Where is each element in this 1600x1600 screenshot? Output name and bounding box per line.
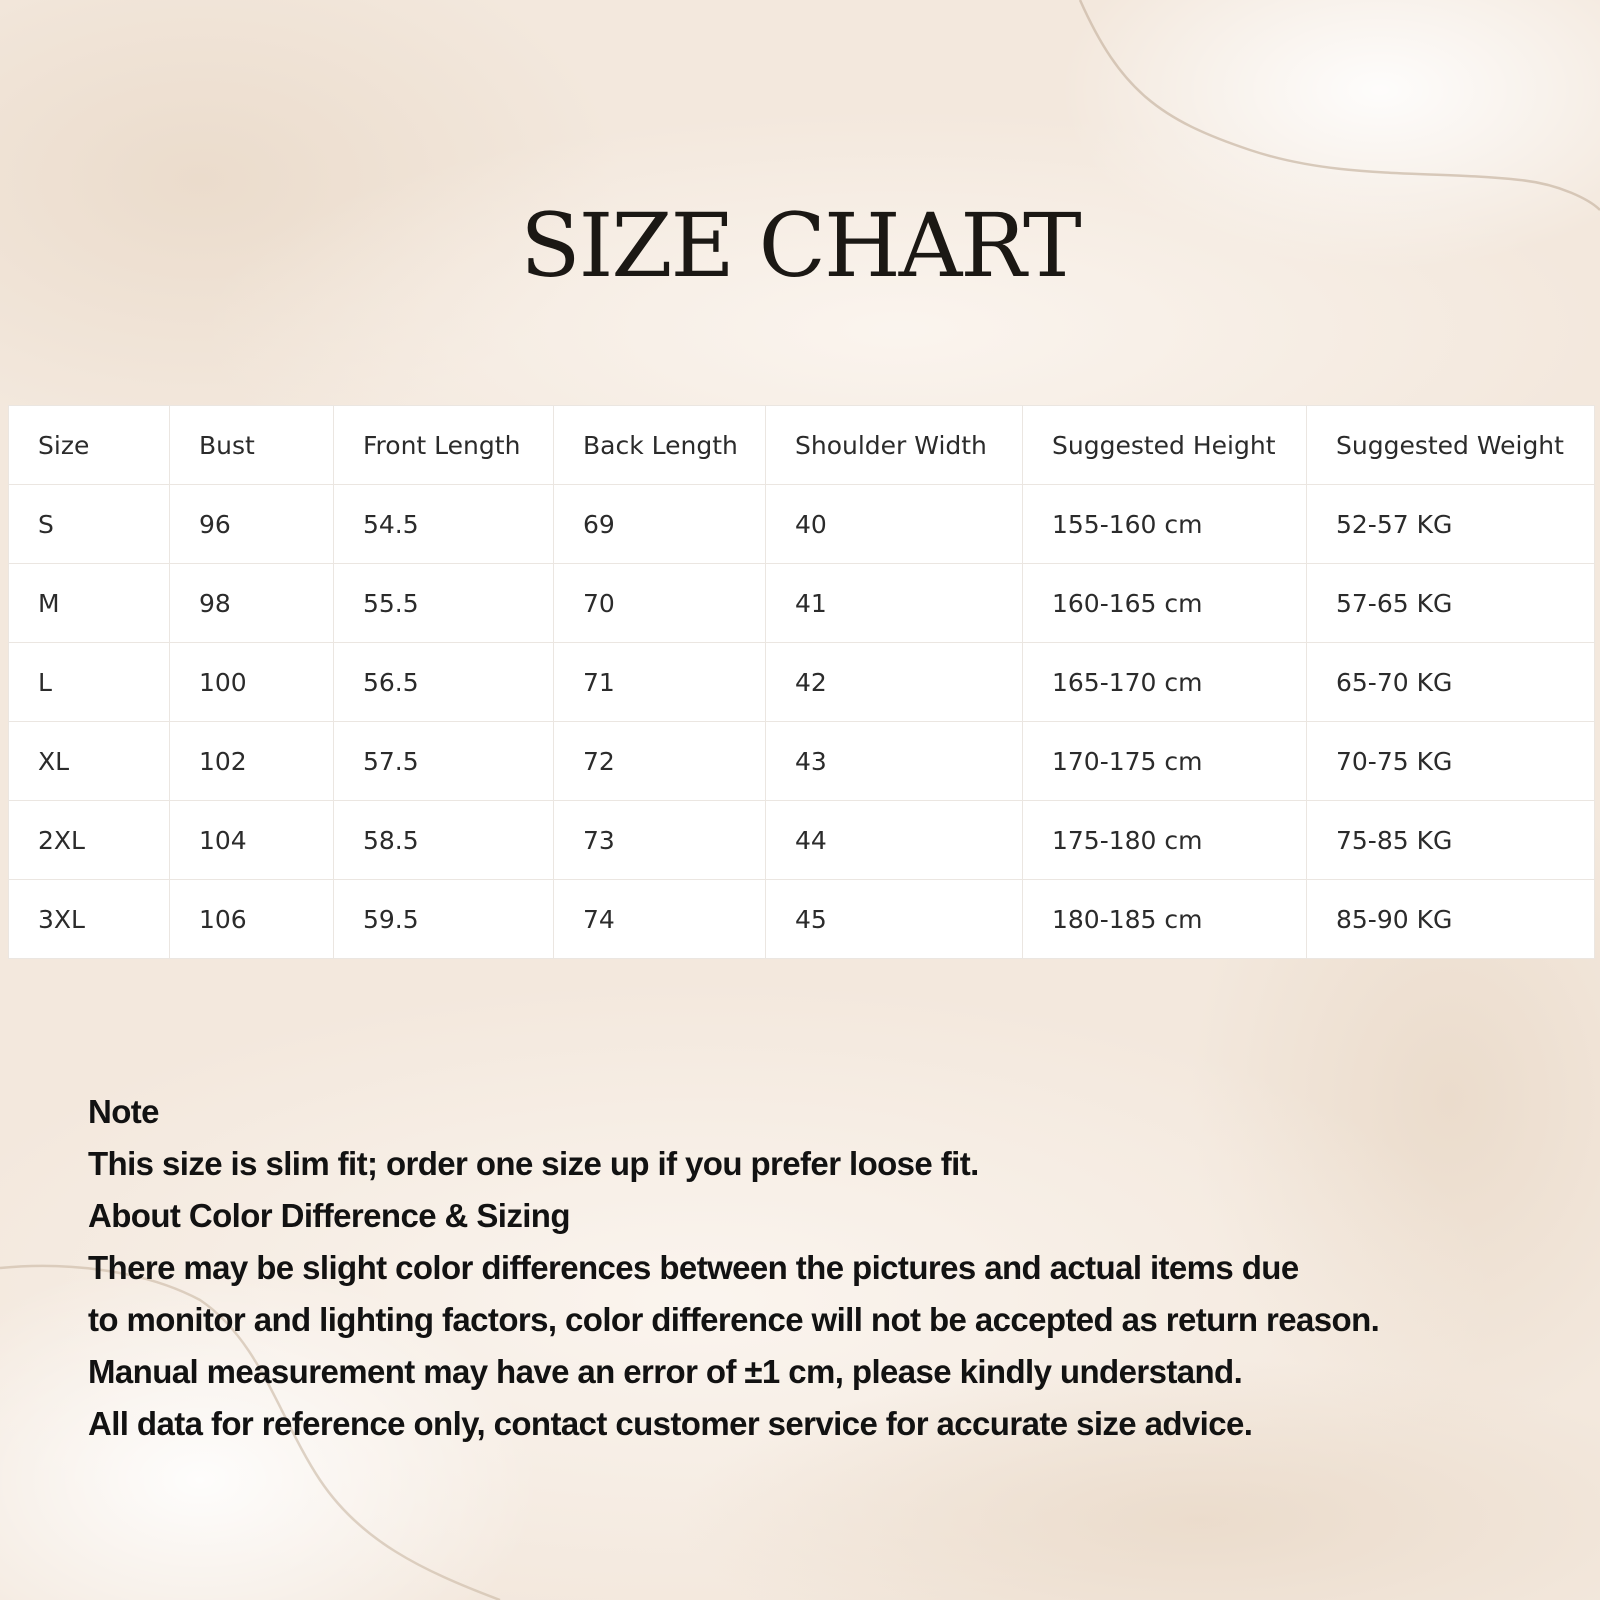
table-cell: 170-175 cm xyxy=(1023,722,1307,801)
table-cell: 70 xyxy=(554,564,766,643)
table-cell: 180-185 cm xyxy=(1023,880,1307,959)
header-cell-back-length: Back Length xyxy=(554,406,766,485)
table-cell: 106 xyxy=(170,880,334,959)
table-cell: 40 xyxy=(766,485,1023,564)
table-cell: 75-85 KG xyxy=(1307,801,1595,880)
table-row xyxy=(9,880,1595,959)
size-table-container xyxy=(8,405,1594,959)
table-cell: 65-70 KG xyxy=(1307,643,1595,722)
table-cell: 56.5 xyxy=(334,643,554,722)
table-cell: 41 xyxy=(766,564,1023,643)
note-reference: All data for reference only, contact customer service for accurate size advice. xyxy=(88,1405,1253,1442)
table-row xyxy=(9,722,1595,801)
table-cell: 57-65 KG xyxy=(1307,564,1595,643)
table-cell: S xyxy=(9,485,170,564)
table-cell: 2XL xyxy=(9,801,170,880)
table-cell: 45 xyxy=(766,880,1023,959)
header-cell-suggested-weight: Suggested Weight xyxy=(1307,406,1595,485)
header-cell-bust: Bust xyxy=(170,406,334,485)
table-row xyxy=(9,643,1595,722)
table-row xyxy=(9,485,1595,564)
table-cell: 57.5 xyxy=(334,722,554,801)
table-cell: 96 xyxy=(170,485,334,564)
table-cell: 165-170 cm xyxy=(1023,643,1307,722)
table-cell: 55.5 xyxy=(334,564,554,643)
table-cell: 74 xyxy=(554,880,766,959)
table-cell: 104 xyxy=(170,801,334,880)
note-color-line-1: There may be slight color differences between the pictures and actual items due xyxy=(88,1249,1299,1286)
table-cell: 43 xyxy=(766,722,1023,801)
table-cell: 69 xyxy=(554,485,766,564)
table-cell: L xyxy=(9,643,170,722)
table-cell: 73 xyxy=(554,801,766,880)
table-cell: 3XL xyxy=(9,880,170,959)
table-cell: 71 xyxy=(554,643,766,722)
table-cell: XL xyxy=(9,722,170,801)
note-heading: Note xyxy=(88,1093,159,1130)
table-cell: 85-90 KG xyxy=(1307,880,1595,959)
table-cell: 160-165 cm xyxy=(1023,564,1307,643)
note-color-line-2: to monitor and lighting factors, color difference will not be accepted as return reason. xyxy=(88,1301,1380,1338)
header-cell-size: Size xyxy=(9,406,170,485)
table-cell: 72 xyxy=(554,722,766,801)
table-row xyxy=(9,564,1595,643)
note-slim-fit: This size is slim fit; order one size up if you prefer loose fit. xyxy=(88,1145,979,1182)
table-cell: 70-75 KG xyxy=(1307,722,1595,801)
table-cell: 98 xyxy=(170,564,334,643)
note-measurement: Manual measurement may have an error of ±1 cm, please kindly understand. xyxy=(88,1353,1243,1390)
table-row xyxy=(9,801,1595,880)
table-header-row xyxy=(9,406,1595,485)
note-color-heading: About Color Difference & Sizing xyxy=(88,1197,570,1234)
table-cell: 52-57 KG xyxy=(1307,485,1595,564)
header-cell-suggested-height: Suggested Height xyxy=(1023,406,1307,485)
table-cell: M xyxy=(9,564,170,643)
table-cell: 155-160 cm xyxy=(1023,485,1307,564)
header-cell-shoulder-width: Shoulder Width xyxy=(766,406,1023,485)
table-cell: 54.5 xyxy=(334,485,554,564)
table-cell: 42 xyxy=(766,643,1023,722)
table-cell: 175-180 cm xyxy=(1023,801,1307,880)
table-cell: 59.5 xyxy=(334,880,554,959)
header-cell-front-length: Front Length xyxy=(334,406,554,485)
page-title: SIZE CHART xyxy=(520,194,1080,297)
notes-section xyxy=(88,1086,1588,1450)
table-cell: 100 xyxy=(170,643,334,722)
size-table xyxy=(8,405,1595,959)
table-cell: 102 xyxy=(170,722,334,801)
table-cell: 58.5 xyxy=(334,801,554,880)
table-cell: 44 xyxy=(766,801,1023,880)
